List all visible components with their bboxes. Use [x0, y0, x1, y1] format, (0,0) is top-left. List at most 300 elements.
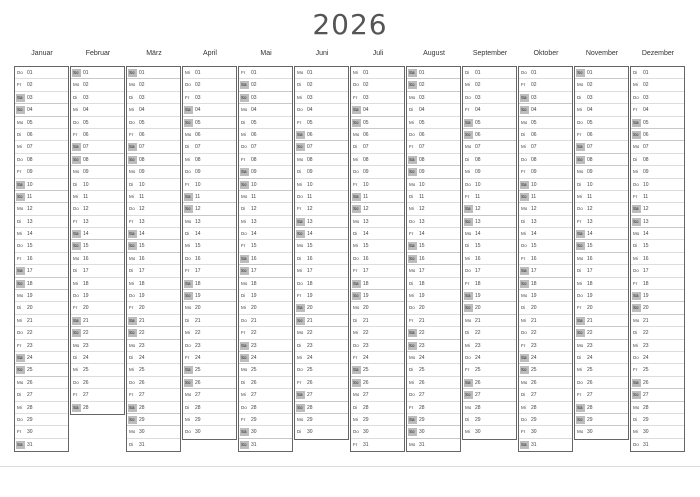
day-row[interactable] [519, 265, 572, 277]
day-row[interactable] [71, 203, 124, 215]
day-row[interactable] [575, 191, 628, 203]
day-row[interactable] [183, 402, 236, 414]
day-row[interactable] [407, 377, 460, 389]
day-row[interactable] [407, 340, 460, 352]
day-row[interactable] [407, 352, 460, 364]
day-row[interactable] [631, 216, 684, 228]
day-row[interactable] [295, 377, 348, 389]
day-row[interactable] [183, 278, 236, 290]
day-row[interactable] [351, 364, 404, 376]
day-row[interactable] [463, 203, 516, 215]
day-row[interactable] [631, 278, 684, 290]
day-row[interactable] [631, 389, 684, 401]
day-row[interactable] [239, 240, 292, 252]
day-row[interactable] [575, 216, 628, 228]
day-row[interactable] [239, 364, 292, 376]
day-row[interactable] [351, 414, 404, 426]
day-row[interactable] [351, 439, 404, 451]
day-row[interactable] [15, 278, 68, 290]
day-row[interactable] [407, 141, 460, 153]
day-row[interactable] [575, 67, 628, 79]
day-row[interactable] [575, 364, 628, 376]
day-row[interactable] [631, 414, 684, 426]
day-row[interactable] [183, 253, 236, 265]
day-row[interactable] [575, 414, 628, 426]
day-row[interactable] [519, 117, 572, 129]
day-row[interactable] [71, 402, 124, 414]
day-row[interactable] [15, 302, 68, 314]
day-row[interactable] [15, 104, 68, 116]
day-row[interactable] [631, 240, 684, 252]
day-row[interactable] [183, 141, 236, 153]
day-row[interactable] [239, 117, 292, 129]
day-row[interactable] [463, 191, 516, 203]
day-row[interactable] [575, 389, 628, 401]
day-row[interactable] [463, 402, 516, 414]
day-row[interactable] [519, 414, 572, 426]
day-row[interactable] [295, 426, 348, 438]
day-row[interactable] [519, 327, 572, 339]
day-row[interactable] [631, 117, 684, 129]
day-row[interactable] [351, 402, 404, 414]
day-row[interactable] [71, 67, 124, 79]
day-row[interactable] [295, 216, 348, 228]
day-row[interactable] [631, 166, 684, 178]
day-row[interactable] [575, 179, 628, 191]
day-row[interactable] [519, 104, 572, 116]
day-row[interactable] [407, 179, 460, 191]
day-row[interactable] [15, 414, 68, 426]
day-row[interactable] [351, 302, 404, 314]
day-row[interactable] [351, 340, 404, 352]
day-row[interactable] [71, 216, 124, 228]
day-row[interactable] [127, 389, 180, 401]
day-row[interactable] [463, 141, 516, 153]
day-row[interactable] [407, 104, 460, 116]
day-row[interactable] [351, 240, 404, 252]
day-row[interactable] [295, 352, 348, 364]
day-row[interactable] [519, 315, 572, 327]
day-row[interactable] [575, 79, 628, 91]
day-row[interactable] [15, 216, 68, 228]
day-row[interactable] [407, 166, 460, 178]
day-row[interactable] [183, 104, 236, 116]
day-row[interactable] [15, 154, 68, 166]
day-row[interactable] [127, 426, 180, 438]
day-row[interactable] [519, 240, 572, 252]
day-row[interactable] [463, 129, 516, 141]
day-row[interactable] [15, 340, 68, 352]
day-row[interactable] [127, 364, 180, 376]
day-row[interactable] [351, 191, 404, 203]
day-row[interactable] [71, 79, 124, 91]
day-row[interactable] [351, 315, 404, 327]
day-row[interactable] [183, 414, 236, 426]
day-row[interactable] [239, 278, 292, 290]
day-row[interactable] [239, 92, 292, 104]
day-row[interactable] [295, 203, 348, 215]
day-row[interactable] [71, 179, 124, 191]
day-row[interactable] [239, 402, 292, 414]
day-row[interactable] [463, 426, 516, 438]
day-row[interactable] [407, 92, 460, 104]
day-row[interactable] [351, 203, 404, 215]
day-row[interactable] [15, 117, 68, 129]
day-row[interactable] [631, 104, 684, 116]
day-row[interactable] [15, 166, 68, 178]
day-row[interactable] [71, 315, 124, 327]
day-row[interactable] [631, 154, 684, 166]
day-row[interactable] [351, 290, 404, 302]
day-row[interactable] [295, 104, 348, 116]
day-row[interactable] [239, 327, 292, 339]
day-row[interactable] [15, 315, 68, 327]
day-row[interactable] [519, 228, 572, 240]
day-row[interactable] [575, 278, 628, 290]
day-row[interactable] [575, 104, 628, 116]
day-row[interactable] [71, 191, 124, 203]
day-row[interactable] [15, 389, 68, 401]
day-row[interactable] [351, 253, 404, 265]
day-row[interactable] [351, 352, 404, 364]
day-row[interactable] [575, 340, 628, 352]
day-row[interactable] [239, 141, 292, 153]
day-row[interactable] [183, 203, 236, 215]
day-row[interactable] [15, 179, 68, 191]
day-row[interactable] [631, 315, 684, 327]
day-row[interactable] [295, 92, 348, 104]
day-row[interactable] [183, 377, 236, 389]
day-row[interactable] [239, 216, 292, 228]
day-row[interactable] [463, 315, 516, 327]
day-row[interactable] [519, 253, 572, 265]
day-row[interactable] [127, 240, 180, 252]
day-row[interactable] [295, 129, 348, 141]
day-row[interactable] [71, 327, 124, 339]
day-row[interactable] [407, 79, 460, 91]
day-row[interactable] [15, 228, 68, 240]
day-row[interactable] [519, 290, 572, 302]
day-row[interactable] [127, 191, 180, 203]
day-row[interactable] [295, 240, 348, 252]
day-row[interactable] [295, 154, 348, 166]
day-row[interactable] [295, 141, 348, 153]
day-row[interactable] [407, 203, 460, 215]
day-row[interactable] [463, 302, 516, 314]
day-row[interactable] [519, 426, 572, 438]
day-row[interactable] [183, 166, 236, 178]
day-row[interactable] [127, 141, 180, 153]
day-row[interactable] [463, 389, 516, 401]
day-row[interactable] [71, 228, 124, 240]
day-row[interactable] [463, 92, 516, 104]
day-row[interactable] [631, 179, 684, 191]
day-row[interactable] [71, 302, 124, 314]
day-row[interactable] [71, 141, 124, 153]
day-row[interactable] [519, 203, 572, 215]
day-row[interactable] [351, 327, 404, 339]
day-row[interactable] [15, 377, 68, 389]
day-row[interactable] [15, 253, 68, 265]
day-row[interactable] [239, 426, 292, 438]
day-row[interactable] [463, 179, 516, 191]
day-row[interactable] [15, 364, 68, 376]
day-row[interactable] [295, 402, 348, 414]
day-row[interactable] [519, 166, 572, 178]
day-row[interactable] [351, 104, 404, 116]
day-row[interactable] [295, 253, 348, 265]
day-row[interactable] [127, 278, 180, 290]
day-row[interactable] [127, 253, 180, 265]
day-row[interactable] [519, 402, 572, 414]
day-row[interactable] [519, 92, 572, 104]
day-row[interactable] [519, 364, 572, 376]
day-row[interactable] [127, 327, 180, 339]
day-row[interactable] [407, 216, 460, 228]
day-row[interactable] [71, 129, 124, 141]
day-row[interactable] [127, 104, 180, 116]
day-row[interactable] [183, 179, 236, 191]
day-row[interactable] [631, 290, 684, 302]
day-row[interactable] [239, 154, 292, 166]
day-row[interactable] [631, 92, 684, 104]
day-row[interactable] [127, 129, 180, 141]
day-row[interactable] [631, 364, 684, 376]
day-row[interactable] [15, 352, 68, 364]
day-row[interactable] [239, 179, 292, 191]
day-row[interactable] [15, 439, 68, 451]
day-row[interactable] [351, 154, 404, 166]
day-row[interactable] [519, 377, 572, 389]
day-row[interactable] [295, 315, 348, 327]
day-row[interactable] [631, 141, 684, 153]
day-row[interactable] [575, 315, 628, 327]
day-row[interactable] [183, 327, 236, 339]
day-row[interactable] [463, 377, 516, 389]
day-row[interactable] [631, 203, 684, 215]
day-row[interactable] [463, 67, 516, 79]
day-row[interactable] [295, 414, 348, 426]
day-row[interactable] [183, 426, 236, 438]
day-row[interactable] [71, 104, 124, 116]
day-row[interactable] [239, 340, 292, 352]
day-row[interactable] [15, 426, 68, 438]
day-row[interactable] [575, 228, 628, 240]
day-row[interactable] [239, 253, 292, 265]
day-row[interactable] [407, 439, 460, 451]
day-row[interactable] [519, 439, 572, 451]
day-row[interactable] [15, 129, 68, 141]
day-row[interactable] [575, 117, 628, 129]
day-row[interactable] [15, 79, 68, 91]
day-row[interactable] [351, 166, 404, 178]
day-row[interactable] [575, 203, 628, 215]
day-row[interactable] [239, 265, 292, 277]
day-row[interactable] [239, 191, 292, 203]
day-row[interactable] [127, 216, 180, 228]
day-row[interactable] [407, 191, 460, 203]
day-row[interactable] [127, 265, 180, 277]
day-row[interactable] [407, 364, 460, 376]
day-row[interactable] [631, 191, 684, 203]
day-row[interactable] [407, 265, 460, 277]
day-row[interactable] [15, 67, 68, 79]
day-row[interactable] [631, 67, 684, 79]
day-row[interactable] [183, 290, 236, 302]
day-row[interactable] [351, 216, 404, 228]
day-row[interactable] [351, 92, 404, 104]
day-row[interactable] [239, 104, 292, 116]
day-row[interactable] [127, 439, 180, 451]
day-row[interactable] [575, 327, 628, 339]
day-row[interactable] [519, 191, 572, 203]
day-row[interactable] [631, 79, 684, 91]
day-row[interactable] [407, 315, 460, 327]
day-row[interactable] [407, 278, 460, 290]
day-row[interactable] [71, 364, 124, 376]
day-row[interactable] [15, 402, 68, 414]
day-row[interactable] [575, 92, 628, 104]
day-row[interactable] [183, 154, 236, 166]
day-row[interactable] [351, 265, 404, 277]
day-row[interactable] [519, 352, 572, 364]
day-row[interactable] [183, 240, 236, 252]
day-row[interactable] [407, 327, 460, 339]
day-row[interactable] [351, 79, 404, 91]
day-row[interactable] [127, 117, 180, 129]
day-row[interactable] [575, 377, 628, 389]
day-row[interactable] [351, 67, 404, 79]
day-row[interactable] [239, 203, 292, 215]
day-row[interactable] [463, 117, 516, 129]
day-row[interactable] [407, 67, 460, 79]
day-row[interactable] [575, 426, 628, 438]
day-row[interactable] [127, 92, 180, 104]
day-row[interactable] [463, 166, 516, 178]
day-row[interactable] [407, 129, 460, 141]
day-row[interactable] [463, 216, 516, 228]
day-row[interactable] [295, 265, 348, 277]
day-row[interactable] [519, 216, 572, 228]
day-row[interactable] [15, 203, 68, 215]
day-row[interactable] [351, 141, 404, 153]
day-row[interactable] [239, 67, 292, 79]
day-row[interactable] [183, 92, 236, 104]
day-row[interactable] [519, 278, 572, 290]
day-row[interactable] [127, 340, 180, 352]
day-row[interactable] [463, 79, 516, 91]
day-row[interactable] [351, 228, 404, 240]
day-row[interactable] [239, 166, 292, 178]
day-row[interactable] [463, 104, 516, 116]
day-row[interactable] [239, 377, 292, 389]
day-row[interactable] [71, 240, 124, 252]
day-row[interactable] [575, 166, 628, 178]
day-row[interactable] [575, 265, 628, 277]
day-row[interactable] [183, 191, 236, 203]
day-row[interactable] [127, 154, 180, 166]
day-row[interactable] [407, 228, 460, 240]
day-row[interactable] [519, 67, 572, 79]
day-row[interactable] [127, 67, 180, 79]
day-row[interactable] [575, 352, 628, 364]
day-row[interactable] [519, 340, 572, 352]
day-row[interactable] [519, 129, 572, 141]
day-row[interactable] [519, 141, 572, 153]
day-row[interactable] [295, 117, 348, 129]
day-row[interactable] [239, 352, 292, 364]
day-row[interactable] [15, 191, 68, 203]
day-row[interactable] [71, 117, 124, 129]
day-row[interactable] [407, 253, 460, 265]
day-row[interactable] [183, 228, 236, 240]
day-row[interactable] [295, 327, 348, 339]
day-row[interactable] [631, 377, 684, 389]
day-row[interactable] [239, 79, 292, 91]
day-row[interactable] [71, 389, 124, 401]
day-row[interactable] [463, 364, 516, 376]
day-row[interactable] [183, 315, 236, 327]
day-row[interactable] [183, 67, 236, 79]
day-row[interactable] [351, 377, 404, 389]
day-row[interactable] [463, 414, 516, 426]
day-row[interactable] [463, 228, 516, 240]
day-row[interactable] [71, 253, 124, 265]
day-row[interactable] [71, 377, 124, 389]
day-row[interactable] [183, 117, 236, 129]
day-row[interactable] [127, 315, 180, 327]
day-row[interactable] [71, 92, 124, 104]
day-row[interactable] [71, 352, 124, 364]
day-row[interactable] [575, 129, 628, 141]
day-row[interactable] [519, 179, 572, 191]
day-row[interactable] [463, 327, 516, 339]
day-row[interactable] [239, 315, 292, 327]
day-row[interactable] [127, 402, 180, 414]
day-row[interactable] [407, 389, 460, 401]
day-row[interactable] [463, 278, 516, 290]
day-row[interactable] [15, 265, 68, 277]
day-row[interactable] [183, 352, 236, 364]
day-row[interactable] [351, 117, 404, 129]
day-row[interactable] [631, 426, 684, 438]
day-row[interactable] [71, 340, 124, 352]
day-row[interactable] [519, 79, 572, 91]
day-row[interactable] [519, 302, 572, 314]
day-row[interactable] [127, 377, 180, 389]
day-row[interactable] [295, 302, 348, 314]
day-row[interactable] [407, 426, 460, 438]
day-row[interactable] [15, 240, 68, 252]
day-row[interactable] [15, 141, 68, 153]
day-row[interactable] [295, 166, 348, 178]
day-row[interactable] [631, 302, 684, 314]
day-row[interactable] [295, 79, 348, 91]
day-row[interactable] [631, 228, 684, 240]
day-row[interactable] [575, 154, 628, 166]
day-row[interactable] [463, 253, 516, 265]
day-row[interactable] [463, 154, 516, 166]
day-row[interactable] [71, 290, 124, 302]
day-row[interactable] [71, 154, 124, 166]
day-row[interactable] [519, 154, 572, 166]
day-row[interactable] [463, 290, 516, 302]
day-row[interactable] [183, 265, 236, 277]
day-row[interactable] [295, 228, 348, 240]
day-row[interactable] [239, 389, 292, 401]
day-row[interactable] [127, 228, 180, 240]
day-row[interactable] [407, 117, 460, 129]
